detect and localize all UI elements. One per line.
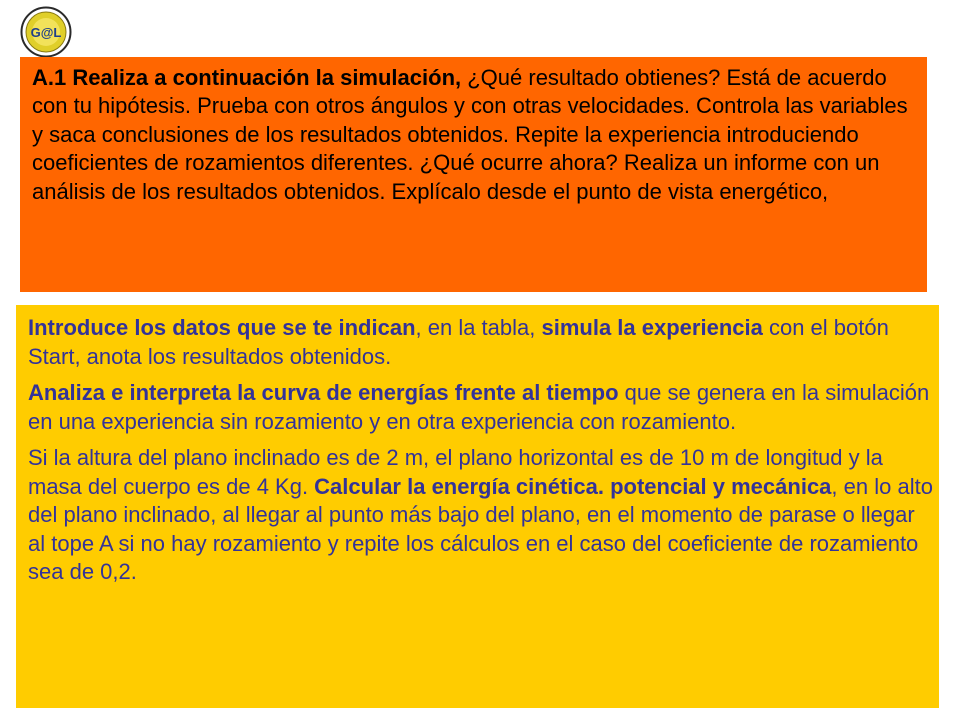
gal-logo-icon: [20, 6, 72, 58]
activity-title: A.1 Realiza a continuación la simulación,: [32, 65, 462, 90]
instruction-paragraph-3: [28, 444, 933, 587]
instruction-1-bold-1: Introduce los datos que se te indican: [28, 315, 416, 340]
activity-box: [20, 57, 927, 292]
logo-text: G@L: [30, 25, 62, 40]
instruction-3-text-1: Si la altura del plano inclinado es de 2 m, el plano horizontal es de 10 m de longitud y la masa del cuerpo es de 4 Kg.: [28, 445, 883, 499]
instruction-paragraph-1: [28, 314, 933, 371]
instruction-1-bold-2: simula la experiencia: [541, 315, 763, 340]
instructions-box: [16, 305, 939, 708]
instruction-paragraph-2: [28, 379, 933, 436]
instruction-1-text-1: , en la tabla,: [415, 315, 542, 340]
instruction-2-text-1: que se genera en la simulación en una experiencia sin rozamiento y en otra experiencia con rozamiento.: [28, 380, 930, 434]
activity-text: ¿Qué resultado obtienes? Está de acuerdo con tu hipótesis. Prueba con otros ángulos y con otras velocidades. Controla las variables y saca conclusiones de los resultados obtenidos. Repite la experiencia introduciendo coeficientes de rozamientos diferentes. ¿Qué ocurre ahora? Realiza un informe con un análisis de los resultados obtenidos. Explícalo desde el punto de vista energético,: [32, 65, 908, 204]
instruction-1-text-2: con el botón Start, anota los resultados obtenidos.: [28, 315, 889, 369]
instruction-2-bold-1: Analiza e interpreta la curva de energías frente al tiempo: [28, 380, 619, 405]
instruction-3-bold-1: Calcular la energía cinética. potencial y mecánica: [314, 473, 832, 499]
instruction-3-text-2: , en lo alto del plano inclinado, al llegar al punto más bajo del plano, en el momento de parase o llegar al tope A si no hay rozamiento y repite los cálculos en el caso del coeficiente de rozamiento sea de 0,2.: [28, 473, 933, 584]
